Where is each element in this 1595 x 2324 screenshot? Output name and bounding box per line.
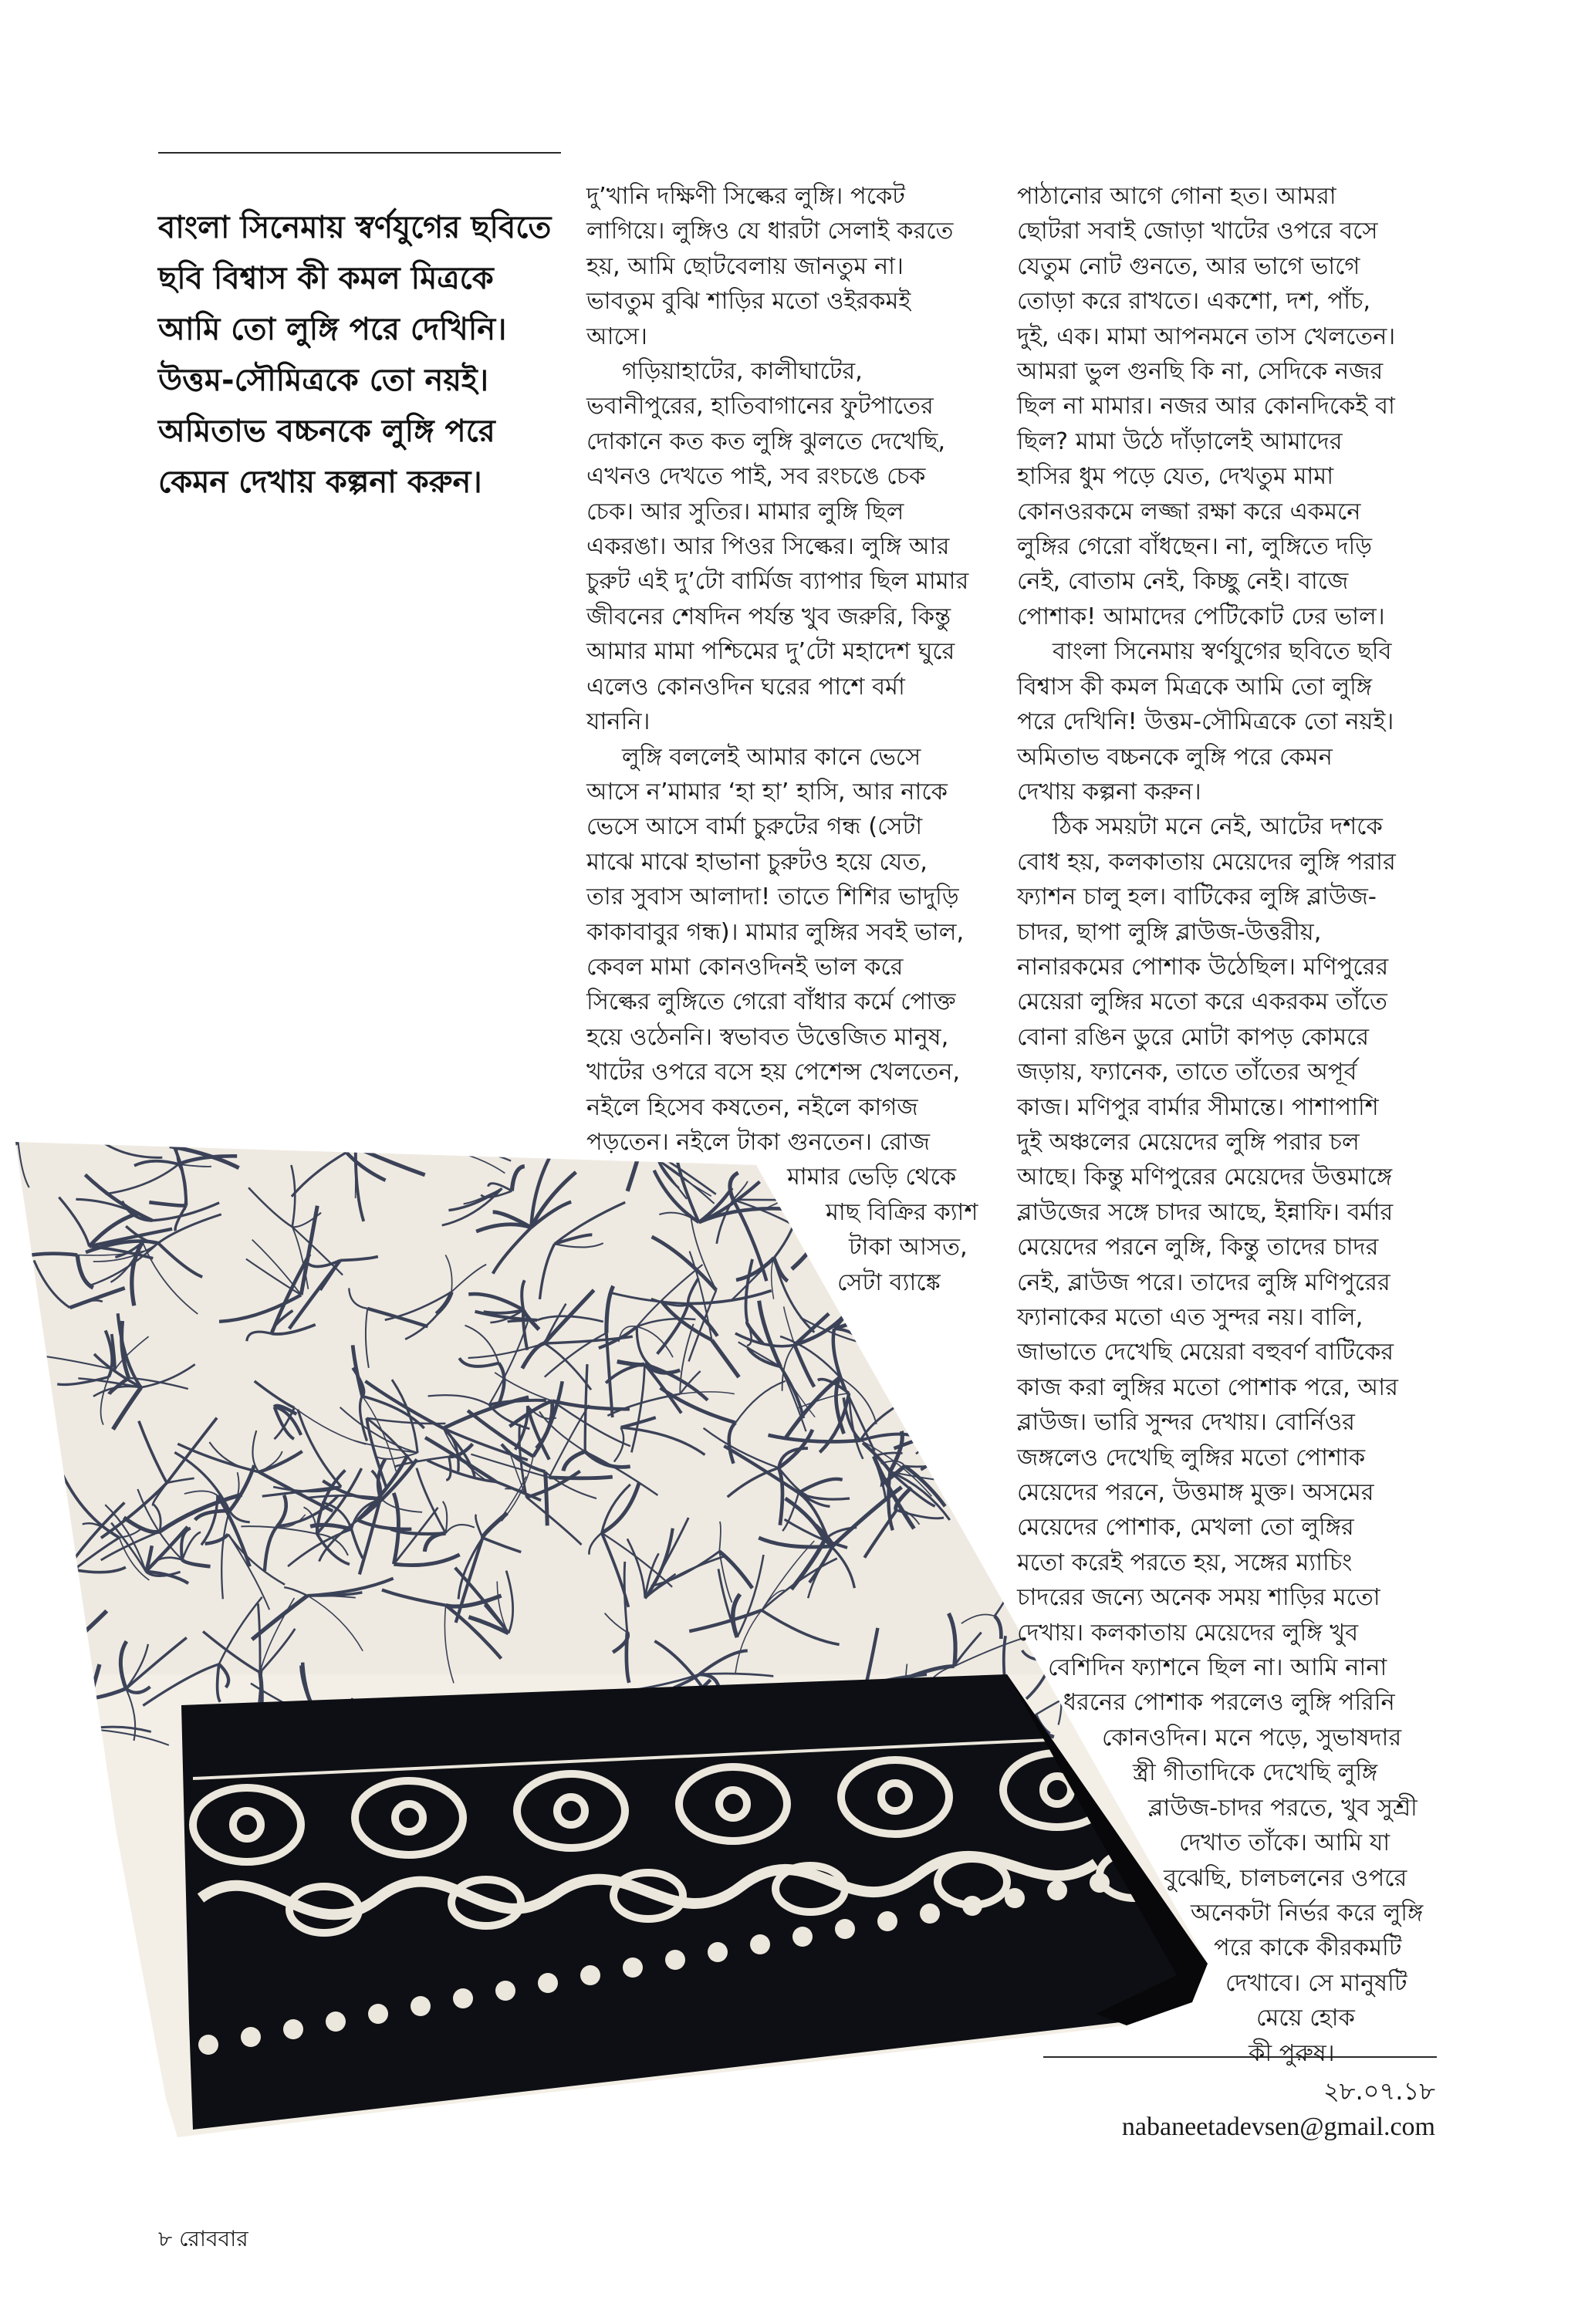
article-line: হয়, আমি ছোটবেলায় জানতুম না। [586, 252, 904, 280]
article-line: ছোটরা সবাই জোড়া খাটের ওপরে বসে [1017, 218, 1378, 245]
article-line: ছিল? মামা উঠে দাঁড়ালেই আমাদের [1017, 427, 1343, 455]
article-line: কোনওরকমে লজ্জা রক্ষা করে একমনে [1017, 498, 1361, 525]
article-line: চাদর, ছাপা লুঙ্গি ব্লাউজ-উত্তরীয়, [1017, 918, 1322, 946]
article-line: নানারকমের পোশাক উঠেছিল। মণিপুরের [1017, 953, 1389, 981]
article-line: তার সুবাস আলাদা! তাতে শিশির ভাদুড়ি [586, 883, 959, 911]
author-email[interactable]: nabaneetadevsen@gmail.com [1121, 2113, 1435, 2141]
pull-quote: বাংলা সিনেমায় স্বর্ণযুগের ছবিতে ছবি বিশ্বাস কী কমল মিত্রকে আমি তো লুঙ্গি পরে দেখিনি। উত্তম-সৌমিত্রকে তো নয়ই। অমিতাভ বচ্চনকে লুঙ্গি পরে কেমন দেখায় কল্পনা করুন। [158, 210, 552, 500]
article-line: ছিল না মামার। নজর আর কোনদিকেই বা [1017, 393, 1395, 421]
article-line: মেয়েদের পোশাক, মেখলা তো লুঙ্গির [1017, 1514, 1354, 1542]
article-line: হাসির ধুম পড়ে যেত, দেখতুম মামা [1017, 463, 1334, 491]
article-line: সিল্কের লুঙ্গিতে গেরো বাঁধার কর্মে পোক্ত [586, 988, 956, 1016]
article-line: দেখায় কল্পনা করুন। [1017, 778, 1201, 806]
article-line: মেয়েরা লুঙ্গির মতো করে একরকম তাঁতে [1017, 988, 1387, 1016]
article-line: বোনা রঙিন ডুরে মোটা কাপড় কোমরে [1017, 1023, 1370, 1051]
article-line: আসে। [586, 323, 647, 350]
article-line: চেক। আর সুতির। মামার লুঙ্গি ছিল [586, 498, 904, 525]
article-line: টাকা আসত, [849, 1234, 968, 1262]
top-rule [158, 152, 561, 154]
article-line: অমিতাভ বচ্চনকে লুঙ্গি পরে কেমন [1017, 743, 1333, 771]
article-line: ব্লাউজ-চাদর পরতে, খুব সুশ্রী [1148, 1794, 1418, 1822]
article-line: ধরনের পোশাক পরলেও লুঙ্গি পরিনি [1063, 1689, 1395, 1717]
article-line: ভবানীপুরের, হাতিবাগানের ফুটপাতের [586, 393, 934, 421]
article-line: ঠিক সময়টা মনে নেই, আটের দশকে [1053, 813, 1383, 841]
article-line: কাজ। মণিপুর বার্মার সীমান্তে। পাশাপাশি [1017, 1093, 1379, 1121]
article-line: অনেকটা নির্ভর করে লুঙ্গি [1191, 1899, 1424, 1927]
article-line: ব্লাউজ। ভারি সুন্দর দেখায়। বোর্নিওর [1017, 1409, 1355, 1437]
article-line: খাটের ওপরে বসে হয় পেশেন্স খেলতেন, [586, 1059, 961, 1086]
article-column-2 [1017, 179, 1449, 2067]
article-line: দোকানে কত কত লুঙ্গি ঝুলতে দেখেছি, [586, 427, 946, 455]
page-folio: ৮ রোববার [158, 2226, 248, 2251]
article-line: পরে দেখিনি! উত্তম-সৌমিত্রকে তো নয়ই। [1017, 708, 1394, 736]
article-line: মামার ভেড়ি থেকে [787, 1164, 957, 1191]
article-line: জঙ্গলেও দেখেছি লুঙ্গির মতো পোশাক [1017, 1444, 1366, 1471]
article-line: মতো করেই পরতে হয়, সঙ্গের ম্যাচিং [1017, 1549, 1353, 1576]
article-line: মেয়ে হোক [1256, 2005, 1355, 2032]
article-line: বোধ হয়, কলকাতায় মেয়েদের লুঙ্গি পরার [1017, 848, 1396, 876]
article-line: কোনওদিন। মনে পড়ে, সুভাষদার [1102, 1724, 1402, 1751]
article-line: মেয়েদের পরনে, উত্তমাঙ্গ মুক্ত। অসমের [1017, 1479, 1374, 1507]
article-line: ফ্যানাকের মতো এত সুন্দর নয়। বালি, [1017, 1304, 1364, 1331]
article-line: বেশিদিন ফ্যাশনে ছিল না। আমি নানা [1048, 1654, 1387, 1682]
article-line: এখনও দেখতে পাই, সব রংচঙে চেক [586, 463, 926, 491]
article-line: মাঝে মাঝে হাভানা চুরুটও হয়ে যেত, [586, 848, 928, 876]
article-line: দুই অঞ্চলের মেয়েদের লুঙ্গি পরার চল [1017, 1128, 1360, 1156]
article-line: দেখাত তাঁকে। আমি যা [1179, 1829, 1391, 1857]
article-line: পাঠানোর আগে গোনা হত। আমরা [1017, 183, 1336, 210]
article-line: পড়তেন। নইলে টাকা গুনতেন। রোজ [586, 1128, 930, 1156]
article-line: জীবনের শেষদিন পর্যন্ত খুব জরুরি, কিন্তু [586, 603, 951, 630]
article-line: লাগিয়ে। লুঙ্গিও যে ধারটা সেলাই করতে [586, 218, 954, 245]
article-line: নেই, বোতাম নেই, কিচ্ছু নেই। বাজে [1017, 568, 1349, 596]
article-line: ব্লাউজের সঙ্গে চাদর আছে, ইন্নাফি। বর্মার [1017, 1198, 1394, 1226]
article-line: দেখাবে। সে মানুষটি [1225, 1969, 1407, 1997]
article-line: লুঙ্গি বললেই আমার কানে ভেসে [622, 743, 921, 771]
article-line: চাদরের জন্যে অনেক সময় শাড়ির মতো [1017, 1584, 1380, 1612]
article-line: লুঙ্গির গেরো বাঁধছেন। না, লুঙ্গিতে দড়ি [1017, 533, 1373, 561]
article-line: স্ত্রী গীতাদিকে দেখেছি লুঙ্গি [1133, 1759, 1378, 1787]
article-line: একরঙা। আর পিওর সিল্কের। লুঙ্গি আর [586, 533, 950, 561]
article-line: বিশ্বাস কী কমল মিত্রকে আমি তো লুঙ্গি [1017, 673, 1373, 701]
article-line: ভাবতুম বুঝি শাড়ির মতো ওইরকমই [586, 288, 911, 316]
article-line: আমার মামা পশ্চিমের দু’টো মহাদেশ ঘুরে [586, 638, 955, 666]
article-line: ফ্যাশন চালু হল। বাটিকের লুঙ্গি ব্লাউজ- [1017, 883, 1377, 911]
article-line: দুই, এক। মামা আপনমনে তাস খেলতেন। [1017, 323, 1396, 350]
article-line: দু’খানি দক্ষিণী সিল্কের লুঙ্গি। পকেট [586, 183, 905, 210]
article-line: জাভাতে দেখেছি মেয়েরা বহুবর্ণ বাটিকের [1017, 1339, 1394, 1366]
article-line: জড়ায়, ফ্যানেক, তাতে তাঁতের অপূর্ব [1017, 1059, 1357, 1086]
article-date: ২৮.০৭.১৮ [1323, 2076, 1435, 2106]
article-line: এলেও কোনওদিন ঘরের পাশে বর্মা [586, 673, 905, 701]
article-line: নেই, ব্লাউজ পরে। তাদের লুঙ্গি মণিপুরের [1017, 1268, 1391, 1296]
article-line: কেবল মামা কোনওদিনই ভাল করে [586, 953, 904, 981]
article-line: সেটা ব্যাঙ্কে [837, 1268, 941, 1296]
article-line: মেয়েদের পরনে লুঙ্গি, কিন্তু তাদের চাদর [1017, 1234, 1379, 1262]
article-line: তোড়া করে রাখতে। একশো, দশ, পাঁচ, [1017, 288, 1371, 316]
article-line: আসে ন’মামার ‘হা হা’ হাসি, আর নাকে [586, 778, 948, 806]
article-line: আছে। কিন্তু মণিপুরের মেয়েদের উত্তমাঙ্গে [1017, 1164, 1393, 1191]
article-line: কাকাবাবুর গন্ধ)। মামার লুঙ্গির সবই ভাল, [586, 918, 965, 946]
article-line: বাংলা সিনেমায় স্বর্ণযুগের ছবিতে ছবি [1053, 638, 1392, 666]
article-line: আমরা ভুল গুনছি কি না, সেদিকে নজর [1017, 358, 1384, 386]
article-column-1 [586, 179, 988, 1296]
article-line: যাননি। [586, 708, 651, 736]
article-line: পরে কাকে কীরকমটি [1214, 1934, 1402, 1962]
article-line: বুঝেছি, চালচলনের ওপরে [1164, 1864, 1407, 1892]
article-line: পোশাক! আমাদের পেটিকোট ঢের ভাল। [1017, 603, 1385, 630]
article-line: হয়ে ওঠেননি। স্বভাবত উত্তেজিত মানুষ, [586, 1023, 949, 1051]
article-line: ভেসে আসে বার্মা চুরুটের গন্ধ (সেটা [586, 813, 923, 841]
article-line: চুরুট এই দু’টো বার্মিজ ব্যাপার ছিল মামার [586, 568, 969, 596]
article-line: যেতুম নোট গুনতে, আর ভাগে ভাগে [1017, 252, 1360, 280]
article-line: কী পুরুষ। [1249, 2039, 1335, 2067]
article-line: মাছ বিক্রির ক্যাশ [826, 1198, 978, 1226]
article-line: নইলে হিসেব কষতেন, নইলে কাগজ [586, 1093, 918, 1121]
article-line: কাজ করা লুঙ্গির মতো পোশাক পরে, আর [1017, 1373, 1398, 1401]
article-line: গড়িয়াহাটের, কালীঘাটের, [622, 358, 863, 386]
article-line: দেখায়। কলকাতায় মেয়েদের লুঙ্গি খুব [1017, 1619, 1359, 1647]
